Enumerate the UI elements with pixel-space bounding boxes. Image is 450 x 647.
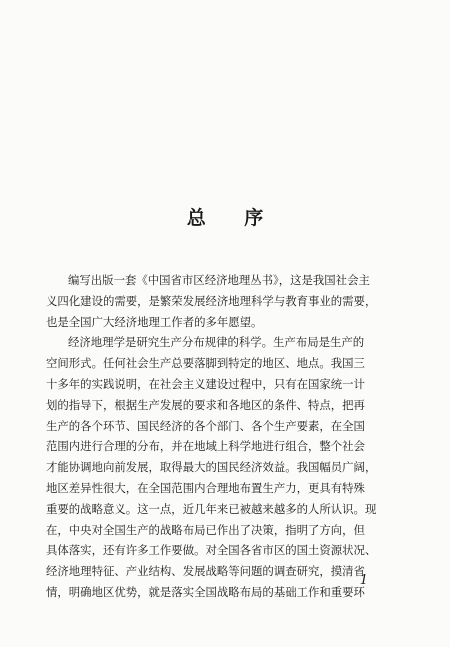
page-title: 总 序 xyxy=(186,207,280,229)
paragraph-1 xyxy=(46,270,411,332)
text-line: 在，中央对全国生产的战略布局已作出了决策，指明了方向，但 xyxy=(46,522,365,537)
text-line: 重要的战略意义。这一点，近几年来已被越来越多的人所认识。现 xyxy=(46,501,377,516)
paragraph-2 xyxy=(46,332,411,602)
text-line: 范围内进行合理的分布，并在地域上科学地进行组合，整个社会 xyxy=(46,439,365,454)
text-line: 编写出版一套《中国省市区经济地理丛书》，这是我国社会主 xyxy=(68,273,370,287)
text-line: 义四化建设的需要，是繁荣发展经济地理科学与教育事业的需要， xyxy=(46,293,377,308)
page-number: 1 xyxy=(359,573,368,588)
text-line: 才能协调地向前发展，取得最大的国民经济效益。我国幅员广阔， xyxy=(46,460,377,475)
text-line: 地区差异性很大，在全国范围内合理地布置生产力，更具有特殊 xyxy=(46,480,365,495)
text-line: 经济地理学是研究生产分布规律的科学。生产布局是生产的 xyxy=(68,335,365,350)
text-line: 也是全国广大经济地理工作者的多年愿望。 xyxy=(46,314,263,329)
body-text xyxy=(46,270,411,603)
text-line: 十多年的实践说明，在社会主义建设过程中，只有在国家统一计 xyxy=(46,376,365,391)
text-line: 空间形式。任何社会生产总要落脚到特定的地区、地点。我国三 xyxy=(46,356,365,371)
text-line: 具体落实，还有许多工作要做。对全国各省市区的国土资源状况、 xyxy=(46,543,377,558)
text-line: 生产的各个环节、国民经济的各个部门、各个生产要素，在全国 xyxy=(46,418,365,433)
text-line: 划的指导下，根据生产发展的要求和各地区的条件、特点，把再 xyxy=(46,397,365,412)
text-line: 经济地理特征、产业结构、发展战略等问题的调查研究，摸清省 xyxy=(46,564,365,579)
text-line: 情，明确地区优势，就是落实全国战略布局的基础工作和重要环 xyxy=(46,584,365,599)
